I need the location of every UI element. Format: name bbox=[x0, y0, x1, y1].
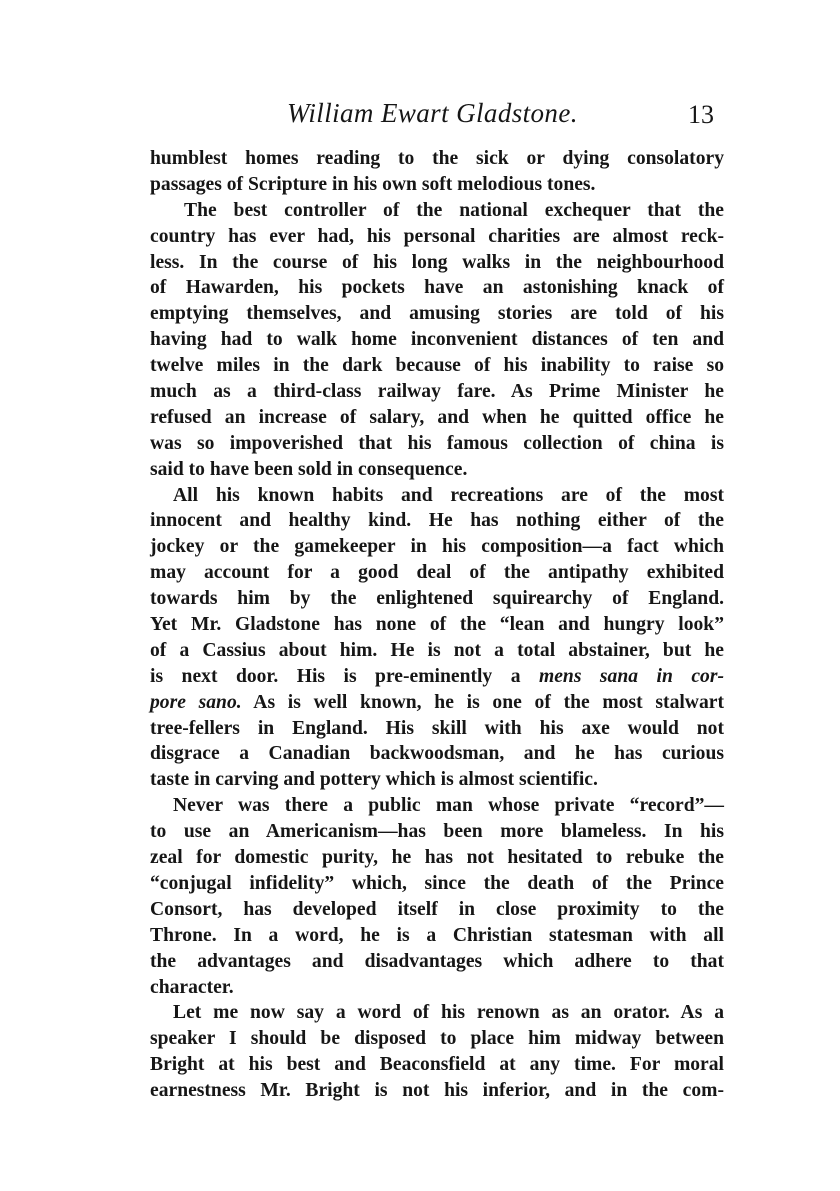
page-number: 13 bbox=[688, 100, 714, 129]
text-line: Throne. In a word, he is a Christian statesman with all bbox=[150, 924, 724, 946]
text-line: may account for a good deal of the antipathy exhibited bbox=[150, 562, 724, 584]
text-line: was so impoverished that his famous collection of china is bbox=[150, 432, 724, 454]
text-line: passages of Scripture in his own soft melodious tones. bbox=[150, 173, 596, 195]
text-line: country has ever had, his personal charities are almost reck- bbox=[150, 225, 724, 247]
text-line: humblest homes reading to the sick or dying consolatory bbox=[150, 148, 724, 169]
text-line: of Hawarden, his pockets have an astonishing knack of bbox=[150, 277, 724, 299]
text-line: Consort, has developed itself in close proximity to the bbox=[150, 898, 724, 920]
text-line: “conjugal infidelity” which, since the death of the Prince bbox=[150, 872, 724, 894]
text-line: towards him by the enlightened squirearchy of England. bbox=[150, 588, 724, 610]
text-line: The best controller of the national exchequer that the bbox=[184, 199, 724, 221]
text-line: innocent and healthy kind. He has nothing either of the bbox=[150, 510, 724, 532]
text-line: said to have been sold in consequence. bbox=[150, 458, 468, 480]
text-line: All his known habits and recreations are of the most bbox=[173, 484, 724, 506]
text-line: of a Cassius about him. He is not a total abstainer, but he bbox=[150, 639, 724, 661]
text-line: Let me now say a word of his renown as an orator. As a bbox=[173, 1002, 724, 1024]
text-line: disgrace a Canadian backwoodsman, and he has curious bbox=[150, 743, 724, 765]
text-line: character. bbox=[150, 976, 234, 998]
text-line: less. In the course of his long walks in the neighbourhood bbox=[150, 251, 724, 273]
text-line-part: As is well known, he is one of the most stalwart bbox=[241, 691, 724, 713]
body-text bbox=[150, 146, 724, 1104]
text-line: the advantages and disadvantages which adhere to that bbox=[150, 950, 724, 972]
text-line: earnestness Mr. Bright is not his inferior, and in the com- bbox=[150, 1080, 724, 1102]
text-line: speaker I should be disposed to place him midway between bbox=[150, 1028, 724, 1050]
text-line: Bright at his best and Beaconsfield at any time. For moral bbox=[150, 1054, 724, 1076]
text-line: Yet Mr. Gladstone has none of the “lean and hungry look” bbox=[150, 614, 724, 636]
text-line: to use an Americanism—has been more blameless. In his bbox=[150, 821, 724, 843]
text-line: having had to walk home inconvenient distances of ten and bbox=[150, 329, 724, 351]
text-line: emptying themselves, and amusing stories are told of his bbox=[150, 303, 724, 325]
text-line: twelve miles in the dark because of his inability to raise so bbox=[150, 355, 724, 377]
text-line: much as a third-class railway fare. As Prime Minister he bbox=[150, 381, 724, 403]
latin-phrase: pore sano. bbox=[150, 691, 242, 713]
latin-phrase: mens sana in cor- bbox=[538, 665, 724, 687]
text-line: refused an increase of salary, and when he quitted office he bbox=[150, 406, 724, 428]
text-line: jockey or the gamekeeper in his composition—a fact which bbox=[150, 536, 724, 558]
text-line: taste in carving and pottery which is almost scientific. bbox=[150, 769, 598, 791]
text-line: zeal for domestic purity, he has not hesitated to rebuke the bbox=[150, 847, 724, 869]
text-line: tree-fellers in England. His skill with his axe would not bbox=[150, 717, 724, 739]
running-header-title: William Ewart Gladstone. bbox=[287, 98, 578, 128]
text-line: Never was there a public man whose private “record”— bbox=[173, 795, 724, 817]
text-line-emphasis bbox=[150, 664, 724, 690]
text-line-part: is next door. His is pre-eminently a bbox=[150, 665, 539, 687]
text-line-emphasis bbox=[150, 690, 724, 716]
